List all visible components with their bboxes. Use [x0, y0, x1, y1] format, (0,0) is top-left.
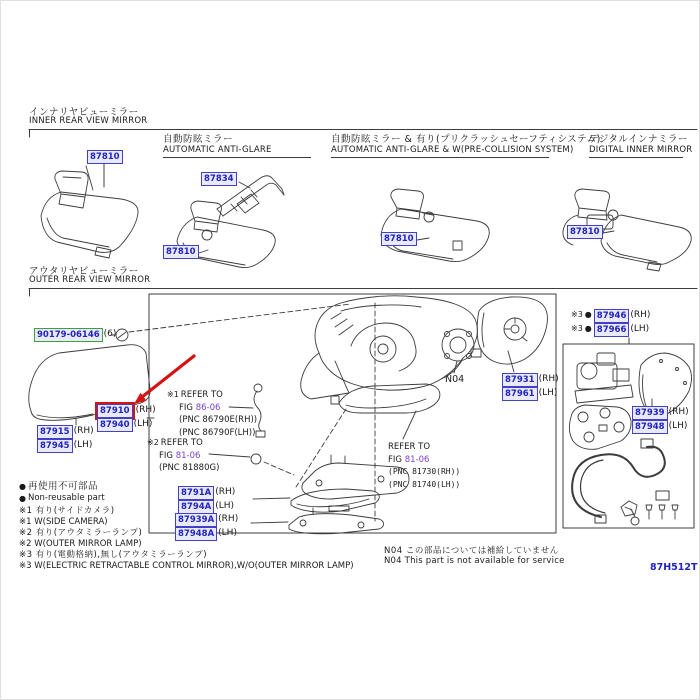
suffix-rh: (RH) — [668, 407, 689, 417]
mirror-glass-drawing — [477, 297, 547, 372]
suffix-lh: (LH) — [218, 528, 237, 538]
turn-signal-lamp-drawing — [331, 384, 440, 439]
part-number-87966[interactable]: 87966 — [594, 323, 630, 337]
suffix-rh: (RH) — [215, 487, 236, 497]
part-label-cap — [571, 309, 650, 337]
part-number-87834[interactable]: 87834 — [201, 172, 237, 186]
refer3-fig-label: FIG — [388, 454, 402, 465]
part-number-90179-06146[interactable]: 90179-06146 — [34, 328, 103, 342]
note3-mark: ※3 — [571, 324, 583, 333]
part-number-87939A[interactable]: 87939A — [175, 513, 217, 527]
part-number-87961[interactable]: 87961 — [502, 387, 538, 401]
variant-antiglare-jp: 自動防眩ミラー — [163, 134, 234, 145]
inner-section-title-en: INNER REAR VIEW MIRROR — [29, 116, 148, 126]
suffix-lh: (LH) — [215, 501, 235, 511]
lamp-lens-drawing — [253, 489, 379, 512]
legend-text: Non-reusable part — [27, 493, 105, 503]
note2-mark: ※2 — [147, 438, 159, 447]
part-label-retract — [632, 406, 689, 434]
wire-harness-drawing — [572, 439, 669, 525]
section-rules — [29, 130, 697, 297]
part-number-87939[interactable]: 87939 — [632, 406, 668, 420]
refer3-text: REFER TO — [388, 442, 431, 452]
n04-note-en: N04 This part is not available for service — [384, 556, 565, 566]
part-number-87931[interactable]: 87931 — [502, 373, 538, 387]
inner-section-title-jp: インナリヤビューミラー — [29, 107, 139, 118]
suffix-lh: (LH) — [668, 421, 688, 431]
part-label-lamp-cover — [175, 513, 238, 541]
refer2-fig-label: FIG — [159, 450, 173, 461]
part-label-cover — [37, 425, 94, 453]
refer3-fig-link[interactable]: 81-06 — [404, 454, 430, 465]
refer3-pnc2: (PNC 81740(LH)) — [388, 479, 461, 489]
variant-precollision-jp: 自動防眩ミラー & 有り(プリクラッシュセーフティシステム) — [331, 134, 601, 145]
suffix-lh: (LH) — [133, 419, 153, 429]
part-number-87810-precollision[interactable]: 87810 — [381, 232, 417, 246]
part-label-glass — [502, 373, 559, 401]
legend-text: 再使用不可部品 — [27, 481, 98, 492]
legend-note1-jp: ※1 有り(サイドカメラ) — [19, 506, 115, 516]
refer3-pnc1: (PNC 81730(RH)) — [388, 467, 461, 476]
legend-note2-en: ※2 W(OUTER MIRROR LAMP) — [19, 539, 142, 549]
part-label-87834 — [201, 172, 237, 186]
gasket-drawing — [569, 405, 631, 449]
inner-mirror-plain-drawing — [41, 166, 138, 258]
suffix-rh: (RH) — [630, 310, 651, 320]
legend-note3-jp: ※3 有り(電動格納),無し(アウタミラーランプ) — [19, 550, 208, 560]
nonreusable-bullet-icon: ● — [584, 324, 592, 333]
bullet-icon: ● — [19, 482, 26, 491]
retract-unit-drawing — [575, 353, 633, 403]
legend-note2-jp: ※2 有り(アウタミラーランプ) — [19, 528, 143, 538]
part-number-87810-plain[interactable]: 87810 — [87, 150, 123, 164]
part-number-87915[interactable]: 87915 — [37, 425, 73, 439]
note1-mark: ※1 — [167, 390, 179, 399]
refer-note-3 — [388, 441, 460, 491]
outer-right-frame — [563, 344, 694, 528]
part-number-8794A[interactable]: 8794A — [178, 500, 214, 514]
refer1-fig-label: FIG — [179, 402, 193, 413]
bullet-icon: ● — [19, 494, 26, 503]
part-number-87946[interactable]: 87946 — [594, 309, 630, 323]
part-number-87948A[interactable]: 87948A — [175, 527, 217, 541]
refer1-text: REFER TO — [180, 390, 223, 400]
refer2-text: REFER TO — [160, 438, 203, 448]
refer1-pnc1: (PNC 86790E(RH)) — [179, 415, 258, 425]
outer-section-title-en: OUTER REAR VIEW MIRROR — [29, 275, 151, 285]
part-label-lamp — [178, 486, 235, 514]
part-label-screw — [34, 328, 116, 342]
legend-note1-en: ※1 W(SIDE CAMERA) — [19, 517, 108, 527]
refer2-pnc1: (PNC 81880G) — [159, 463, 220, 473]
part-label-87810-digital — [567, 225, 603, 239]
part-label-87810-antiglare — [163, 245, 199, 259]
refer-note-1 — [167, 389, 257, 439]
suffix-lh: (LH) — [73, 440, 93, 450]
suffix-rh: (RH) — [218, 514, 239, 524]
refer1-pnc2: (PNC 86790F(LH)) — [179, 427, 256, 438]
part-number-87948[interactable]: 87948 — [632, 420, 668, 434]
suffix-rh: (RH) — [538, 374, 559, 384]
outer-section-title-jp: アウタリヤビューミラー — [29, 266, 139, 277]
figure-code: 87H512T — [650, 562, 698, 573]
suffix-lh: (LH) — [538, 388, 558, 398]
mirror-motor-drawing — [442, 329, 481, 373]
part-number-87940[interactable]: 87940 — [97, 418, 133, 432]
suffix-rh: (RH) — [135, 405, 156, 415]
refer1-fig-link[interactable]: 86-06 — [195, 402, 221, 413]
screw-qty: (6) — [103, 329, 117, 339]
part-number-8791A[interactable]: 8791A — [178, 486, 214, 500]
part-label-mirror-assy — [97, 404, 156, 432]
n04-marker: N04 — [445, 374, 465, 385]
part-number-87810-digital[interactable]: 87810 — [567, 225, 603, 239]
parts-diagram-linework — [1, 1, 700, 700]
mirror-housing-drawing — [301, 296, 478, 399]
suffix-lh: (LH) — [630, 324, 650, 334]
part-label-87810-precollision — [381, 232, 417, 246]
part-number-87910[interactable]: 87910 — [97, 404, 133, 418]
part-number-87945[interactable]: 87945 — [37, 439, 73, 453]
refer2-fig-link[interactable]: 81-06 — [175, 450, 201, 461]
hardware-screws-drawing — [621, 501, 678, 519]
variant-precollision-en: AUTOMATIC ANTI-GLARE & W(PRE-COLLISION SYSTEM) — [331, 145, 574, 155]
variant-digital-en: DIGITAL INNER MIRROR — [589, 145, 693, 155]
assembly-dashed-lines — [264, 303, 375, 521]
refer-note-2 — [147, 437, 219, 475]
part-label-87810-plain — [87, 150, 123, 164]
n04-note-jp: N04 この部品については補給していません — [384, 546, 559, 556]
legend-note3-en: ※3 W(ELECTRIC RETRACTABLE CONTROL MIRROR),W/O(OUTER MIRROR LAMP) — [19, 561, 354, 571]
variant-antiglare-en: AUTOMATIC ANTI-GLARE — [163, 145, 272, 155]
nonreusable-bullet-icon: ● — [584, 310, 592, 319]
variant-digital-jp: デジタルインナミラー — [589, 134, 688, 145]
inner-mirror-precollision-drawing — [381, 189, 489, 262]
suffix-rh: (RH) — [73, 426, 94, 436]
part-number-87810-antiglare[interactable]: 87810 — [163, 245, 199, 259]
note3-mark: ※3 — [571, 310, 583, 319]
